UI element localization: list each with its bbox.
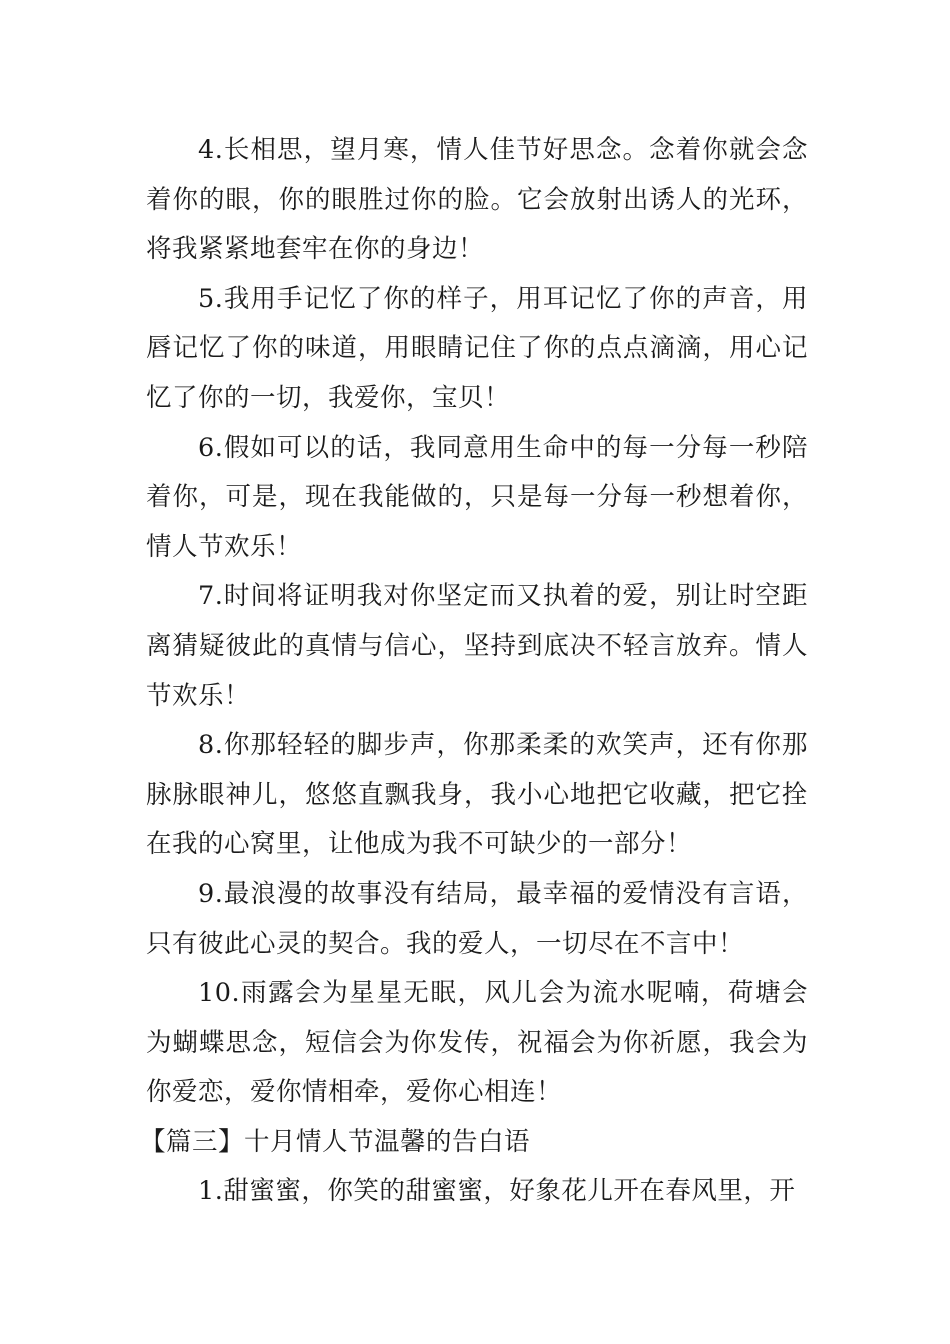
paragraph-6: 6.假如可以的话，我同意用生命中的每一分每一秒陪着你，可是，现在我能做的，只是每一分每一秒想着你，情人节欢乐！ (146, 432, 808, 562)
paragraph-7: 7.时间将证明我对你坚定而又执着的爱，别让时空距离猜疑彼此的真情与信心，坚持到底决不轻言放弃。情人节欢乐！ (146, 581, 808, 711)
paragraph-4: 4.长相思，望月寒，情人佳节好思念。念着你就会念着你的眼，你的眼胜过你的脸。它会放射出诱人的光环，将我紧紧地套牢在你的身边！ (146, 135, 808, 265)
paragraph-9: 9.最浪漫的故事没有结局，最幸福的爱情没有言语，只有彼此心灵的契合。我的爱人，一切尽在不言中！ (146, 878, 808, 959)
paragraph-10: 10.雨露会为星星无眠，风儿会为流水呢喃，荷塘会为蝴蝶思念，短信会为你发传，祝福会为你祈愿，我会为你爱恋，爱你情相牵，爱你心相连！ (146, 978, 808, 1108)
paragraph-5: 5.我用手记忆了你的样子，用耳记忆了你的声音，用唇记忆了你的味道，用眼睛记住了你的点点滴滴，用心记忆了你的一切，我爱你，宝贝！ (146, 283, 808, 413)
paragraph-8: 8.你那轻轻的脚步声，你那柔柔的欢笑声，还有你那脉脉眼神儿，悠悠直飘我身，我小心地把它收藏，把它拴在我的心窝里，让他成为我不可缺少的一部分！ (146, 730, 808, 860)
paragraph-1-section-3: 1.甜蜜蜜，你笑的甜蜜蜜，好象花儿开在春风里，开 (198, 1176, 796, 1207)
document-body (140, 126, 808, 1217)
section-heading: 【篇三】十月情人节温馨的告白语 (140, 1126, 531, 1157)
